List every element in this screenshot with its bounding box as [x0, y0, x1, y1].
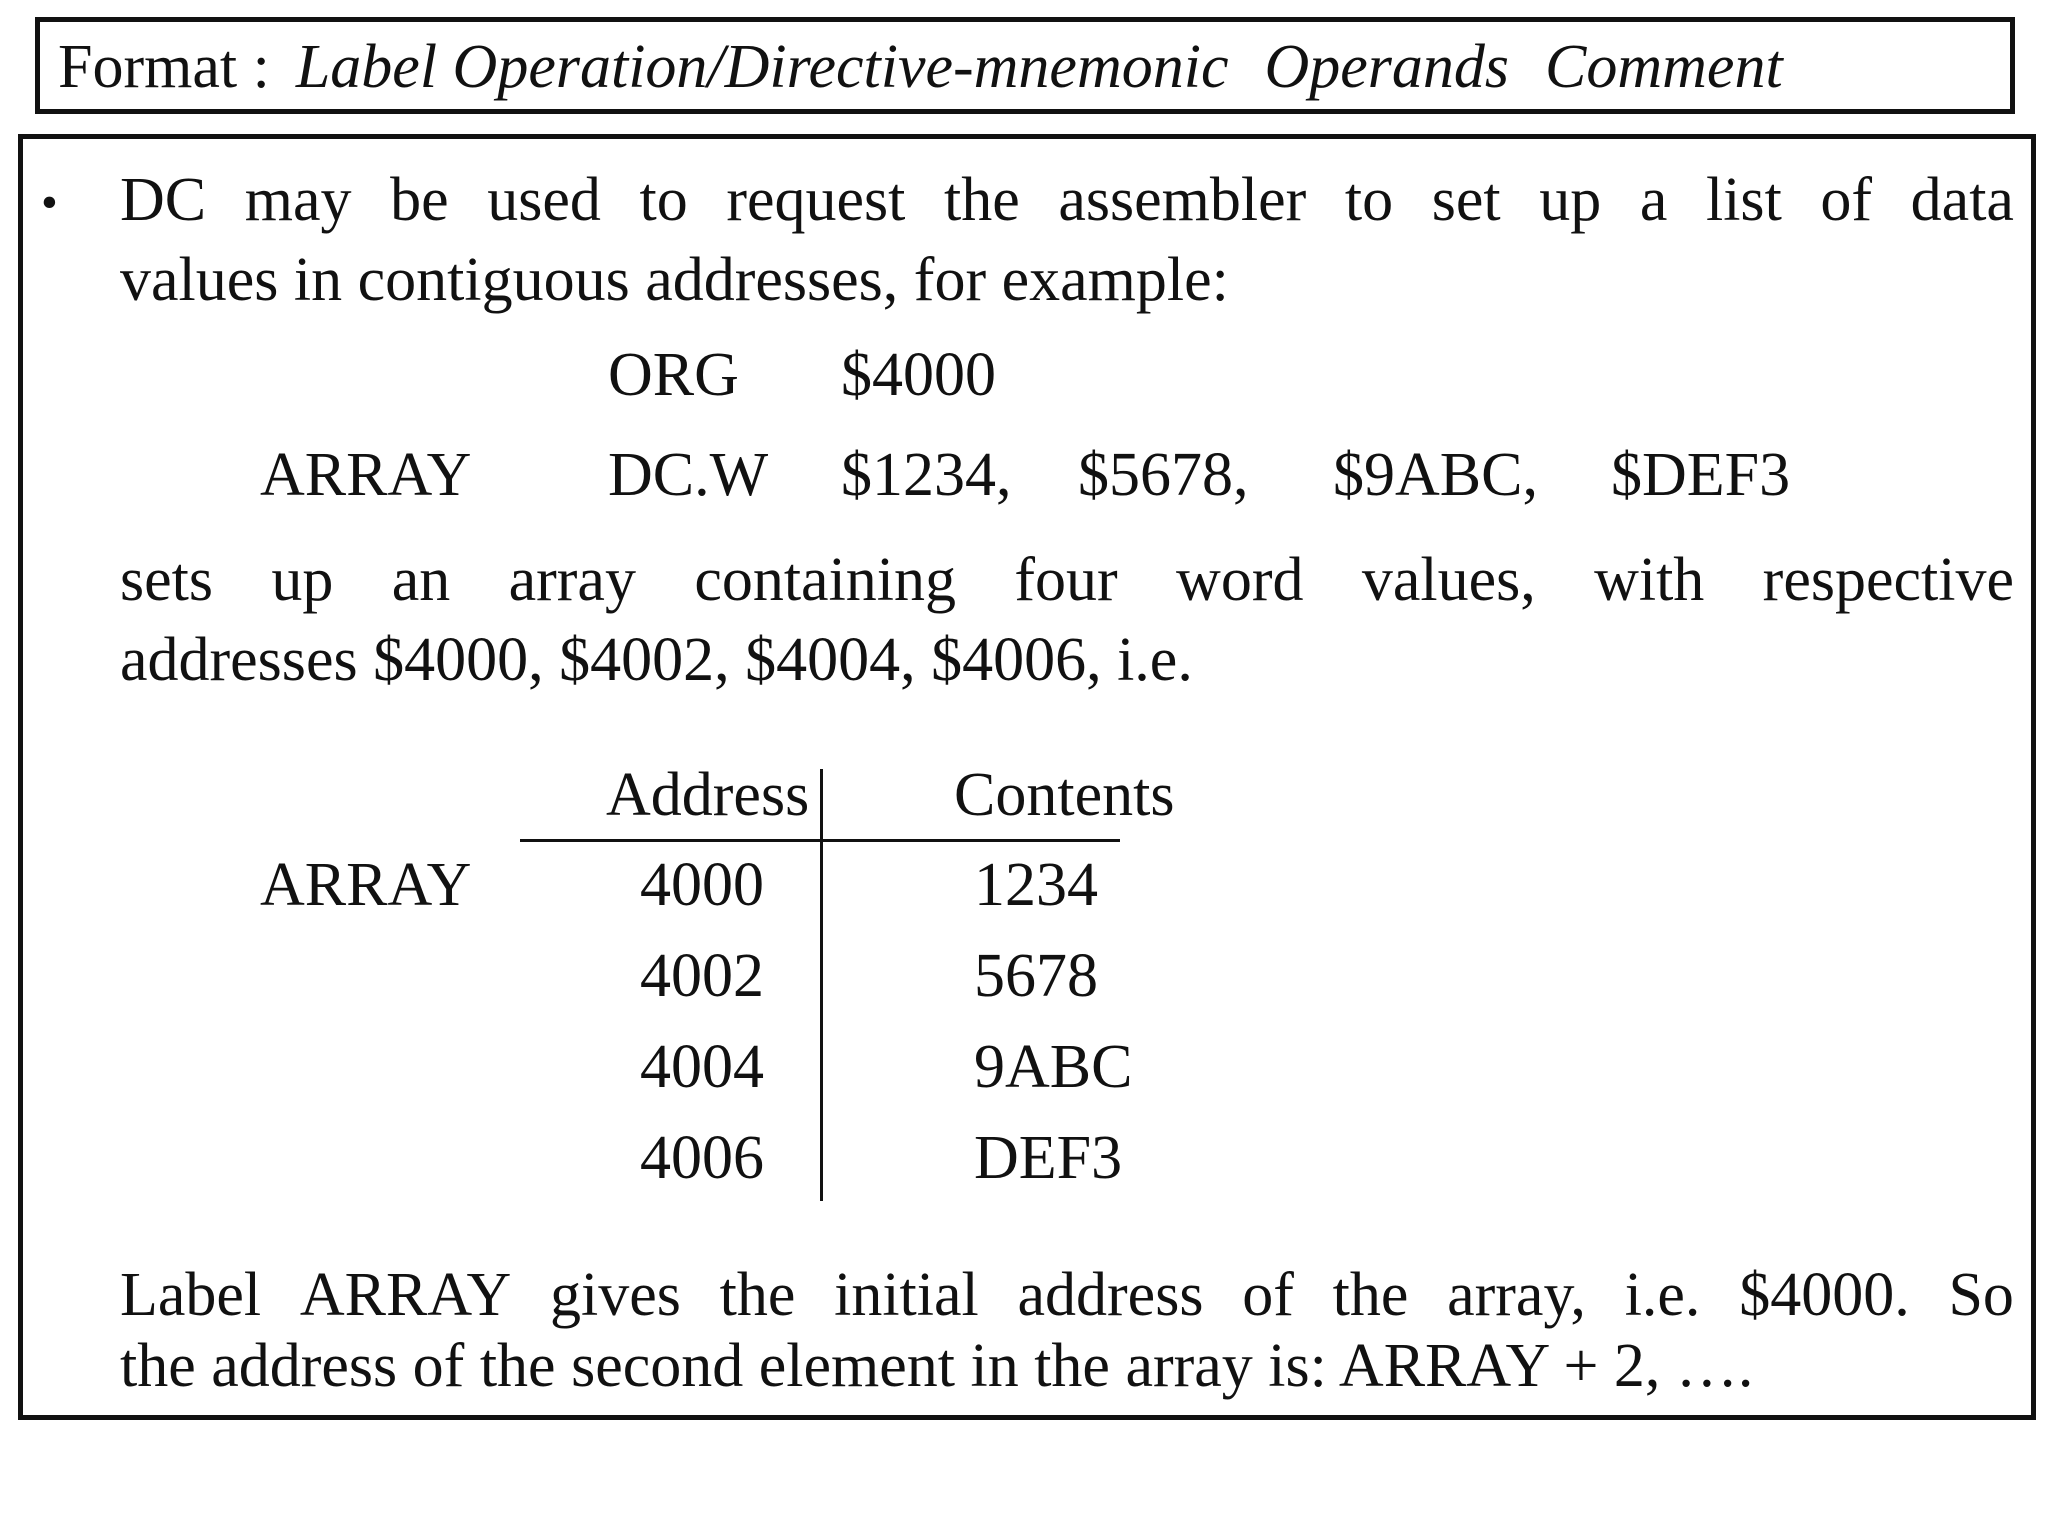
word: sets: [120, 546, 213, 614]
word: up: [1539, 166, 1602, 234]
word: initial: [834, 1261, 979, 1329]
word: i.e.: [1624, 1261, 1701, 1329]
table-contents-cell: DEF3: [974, 1124, 1123, 1192]
word: So: [1948, 1261, 2014, 1329]
word: with: [1594, 546, 1705, 614]
word: address: [1017, 1261, 1204, 1329]
word: to: [639, 166, 688, 234]
table-address-cell: 4000: [640, 851, 764, 919]
word: DC: [120, 166, 207, 234]
main-content-box: [18, 134, 2036, 1420]
table-array-label: ARRAY: [260, 851, 472, 919]
bullet-icon: •: [41, 176, 58, 229]
format-prefix: Format :: [58, 33, 270, 101]
intro-line-2: values in contiguous addresses, for example:: [120, 246, 1229, 314]
closing-line-2: the address of the second element in the array is: ARRAY + 2, ….: [120, 1332, 1754, 1400]
table-address-cell: 4004: [640, 1033, 764, 1101]
word: used: [487, 166, 601, 234]
word: word: [1176, 546, 1304, 614]
table-header-address: Address: [606, 761, 810, 829]
word: may: [244, 166, 352, 234]
word: values,: [1361, 546, 1536, 614]
word: up: [271, 546, 334, 614]
word: request: [726, 166, 906, 234]
word: ARRAY: [299, 1261, 512, 1329]
table-address-cell: 4006: [640, 1124, 764, 1192]
word: data: [1910, 166, 2014, 234]
word: of: [1820, 166, 1873, 234]
table-contents-cell: 1234: [974, 851, 1098, 919]
desc-line-1: [120, 546, 2014, 614]
word: array,: [1447, 1261, 1586, 1329]
desc-line-2: addresses $4000, $4002, $4004, $4006, i.e.: [120, 626, 1193, 694]
table-contents-cell: 9ABC: [974, 1033, 1133, 1101]
word: be: [390, 166, 449, 234]
format-field: Label Operation/Directive-mnemonic: [295, 33, 1229, 101]
code-operand: $DEF3: [1611, 441, 1791, 509]
intro-line-1: [120, 166, 2014, 234]
table-contents-cell: 5678: [974, 942, 1098, 1010]
word: the: [719, 1261, 796, 1329]
word: containing: [694, 546, 957, 614]
code-operand: $9ABC,: [1333, 441, 1538, 509]
format-fields: [296, 33, 1819, 101]
code-operand: $1234,: [841, 441, 1012, 509]
word: the: [944, 166, 1020, 234]
word: array: [508, 546, 636, 614]
word: assembler: [1058, 166, 1307, 234]
word: set: [1431, 166, 1501, 234]
format-line: [58, 33, 1819, 101]
word: the: [1332, 1261, 1409, 1329]
code-org-op: ORG: [608, 341, 739, 409]
code-array-label: ARRAY: [260, 441, 472, 509]
word: list: [1705, 166, 1782, 234]
word: a: [1639, 166, 1668, 234]
word: of: [1242, 1261, 1294, 1329]
word: four: [1014, 546, 1118, 614]
table-address-cell: 4002: [640, 942, 764, 1010]
table-header-contents: Contents: [954, 761, 1175, 829]
word: to: [1344, 166, 1394, 234]
format-field: Operands: [1264, 33, 1510, 101]
table-column-rule: [820, 769, 823, 1201]
code-dcw-op: DC.W: [608, 441, 769, 509]
word: gives: [549, 1261, 681, 1329]
closing-line-1: [120, 1261, 2014, 1329]
word: Label: [120, 1261, 262, 1329]
word: $4000.: [1739, 1261, 1910, 1329]
format-box: [35, 17, 2015, 114]
word: an: [391, 546, 451, 614]
format-field: Comment: [1545, 33, 1783, 101]
code-operand: $5678,: [1078, 441, 1249, 509]
code-org-operand: $4000: [841, 341, 996, 409]
word: respective: [1762, 546, 2014, 614]
